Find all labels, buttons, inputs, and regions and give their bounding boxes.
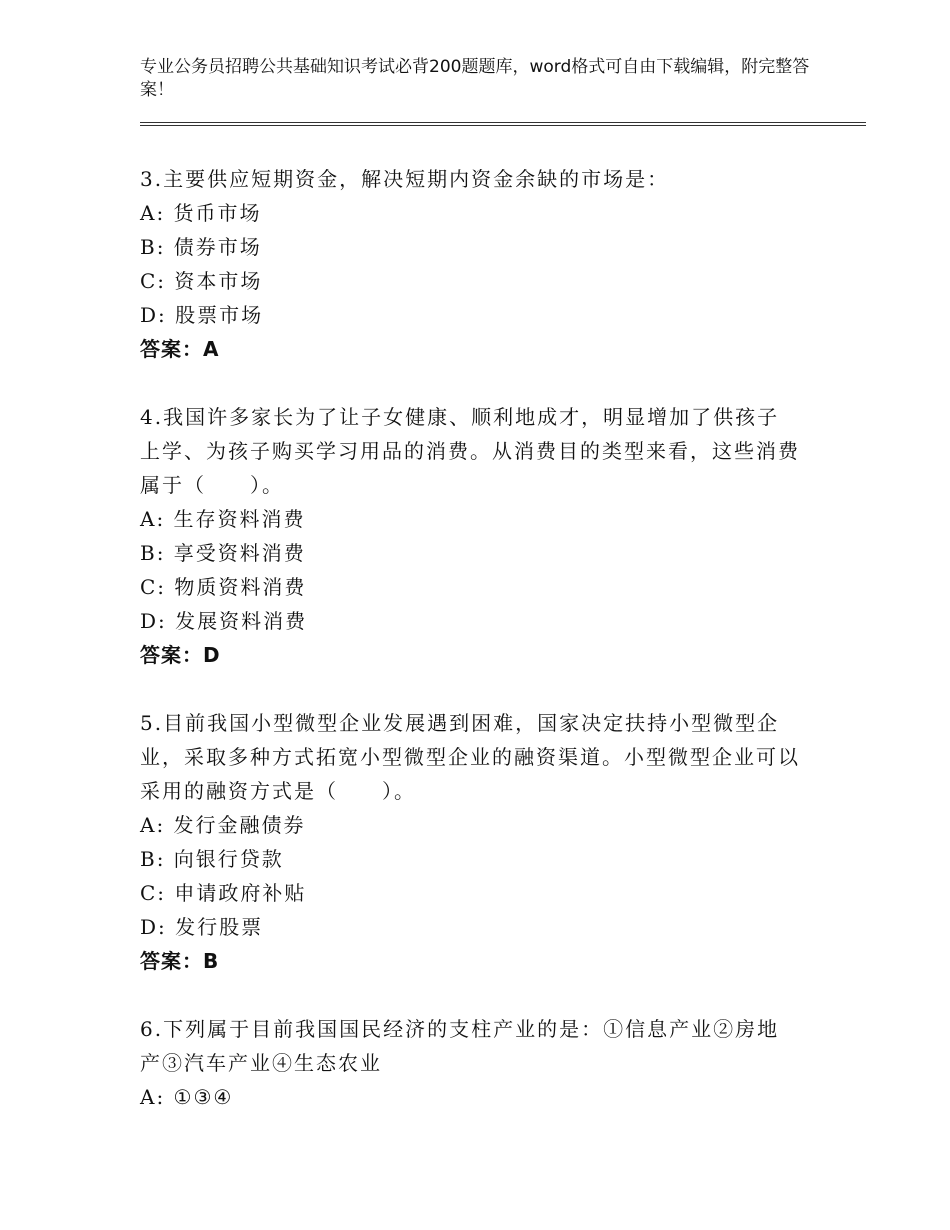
question-6 [140,1012,800,1114]
option-b: B: 债券市场 [140,235,262,259]
header-rule-top [140,122,866,123]
answer-line: 答案：B [140,949,220,973]
option-c: C: 申请政府补贴 [140,881,307,905]
question-4 [140,400,800,672]
option-d: D: 发行股票 [140,915,264,939]
question-3 [140,162,800,366]
question-stem: 4.我国许多家长为了让子女健康、顺利地成才，明显增加了供孩子上学、为孩子购买学习用品的消费。从消费目的类型来看，这些消费属于（ ）。 [140,405,800,497]
answer-line: 答案：A [140,337,220,361]
question-stem: 5.目前我国小型微型企业发展遇到困难，国家决定扶持小型微型企业，采取多种方式拓宽小型微型企业的融资渠道。小型微型企业可以采用的融资方式是（ ）。 [140,711,800,803]
answer-line: 答案：D [140,643,221,667]
option-c: C: 物质资料消费 [140,575,307,599]
option-a: A: ①③④ [140,1085,234,1109]
header-text: 专业公务员招聘公共基础知识考试必背200题题库，word格式可自由下载编辑，附完整答案！ [140,57,810,100]
option-a: A: 发行金融债券 [140,813,306,837]
header-rule-bottom [140,125,866,126]
question-5 [140,706,800,978]
option-d: D: 股票市场 [140,303,264,327]
option-b: B: 向银行贷款 [140,847,284,871]
option-a: A: 货币市场 [140,201,262,225]
option-a: A: 生存资料消费 [140,507,306,531]
question-list [140,162,800,1148]
option-c: C: 资本市场 [140,269,263,293]
option-b: B: 享受资料消费 [140,541,306,565]
option-d: D: 发展资料消费 [140,609,308,633]
question-stem: 6.下列属于目前我国国民经济的支柱产业的是：①信息产业②房地产③汽车产业④生态农业 [140,1017,780,1075]
question-stem: 3.主要供应短期资金，解决短期内资金余缺的市场是： [140,167,670,191]
document-header [140,56,820,102]
